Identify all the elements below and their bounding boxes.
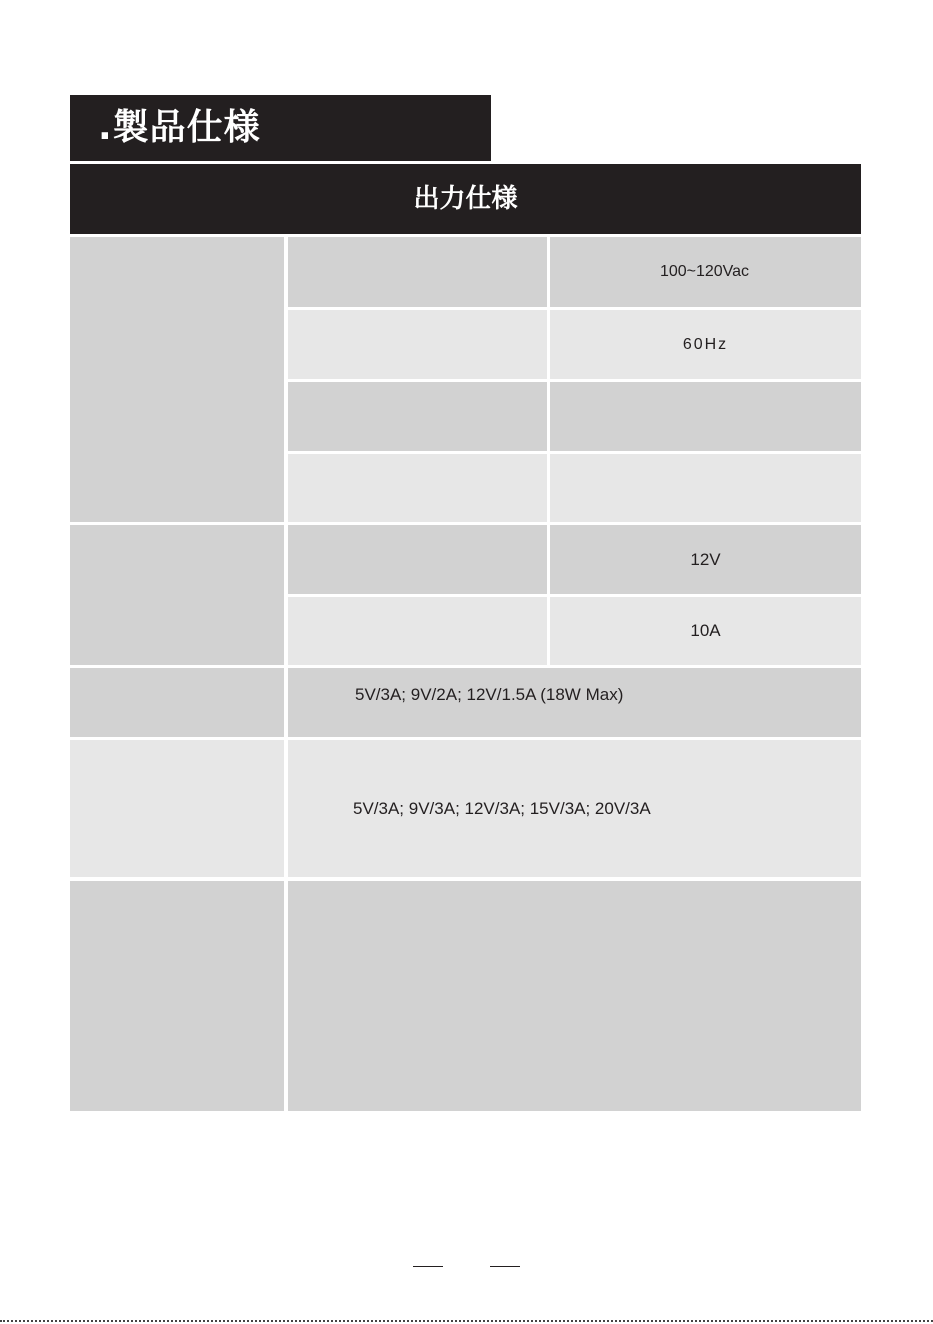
- usb-label-cell: [70, 668, 284, 737]
- input-frequency-value: 60Hz: [682, 335, 729, 353]
- type-c-label-cell: [70, 740, 284, 877]
- group-label-cell-1: [70, 237, 284, 522]
- input-voltage-cell: [550, 237, 861, 307]
- car-output-voltage-value: 12V: [690, 549, 721, 569]
- row-value-cell-4: [550, 454, 861, 522]
- usb-output-value: 5V/3A; 9V/2A; 12V/1.5A (18W Max): [355, 685, 624, 704]
- car-output-voltage-cell: [550, 525, 861, 594]
- type-c-output-value: 5V/3A; 9V/3A; 12V/3A; 15V/3A; 20V/3A: [353, 798, 651, 818]
- input-voltage-value: 100~120Vac: [659, 263, 750, 280]
- footer-line-left: [413, 1266, 443, 1267]
- row-value-cell-3: [550, 382, 861, 451]
- car-output-current-value: 10A: [690, 621, 721, 640]
- table-header: 出力仕様: [70, 164, 861, 234]
- group-label-cell-2: [70, 525, 284, 665]
- footer-line-right: [490, 1266, 520, 1267]
- row-label-cell-3: [288, 382, 547, 451]
- type-c-output-cell: [288, 740, 861, 877]
- last-label-cell: [70, 881, 284, 1111]
- usb-output-cell: [288, 668, 861, 737]
- row-label-cell-2: [288, 310, 547, 379]
- row-label-cell-1: [288, 237, 547, 307]
- car-output-current-cell: [550, 597, 861, 665]
- row-label-cell-5: [288, 525, 547, 594]
- page-title: .製品仕様: [70, 95, 491, 161]
- row-label-cell-6: [288, 597, 547, 665]
- row-label-cell-4: [288, 454, 547, 522]
- input-frequency-cell: [550, 310, 861, 379]
- page-edge-dotted-line: [0, 1320, 933, 1322]
- last-value-cell: [288, 881, 861, 1111]
